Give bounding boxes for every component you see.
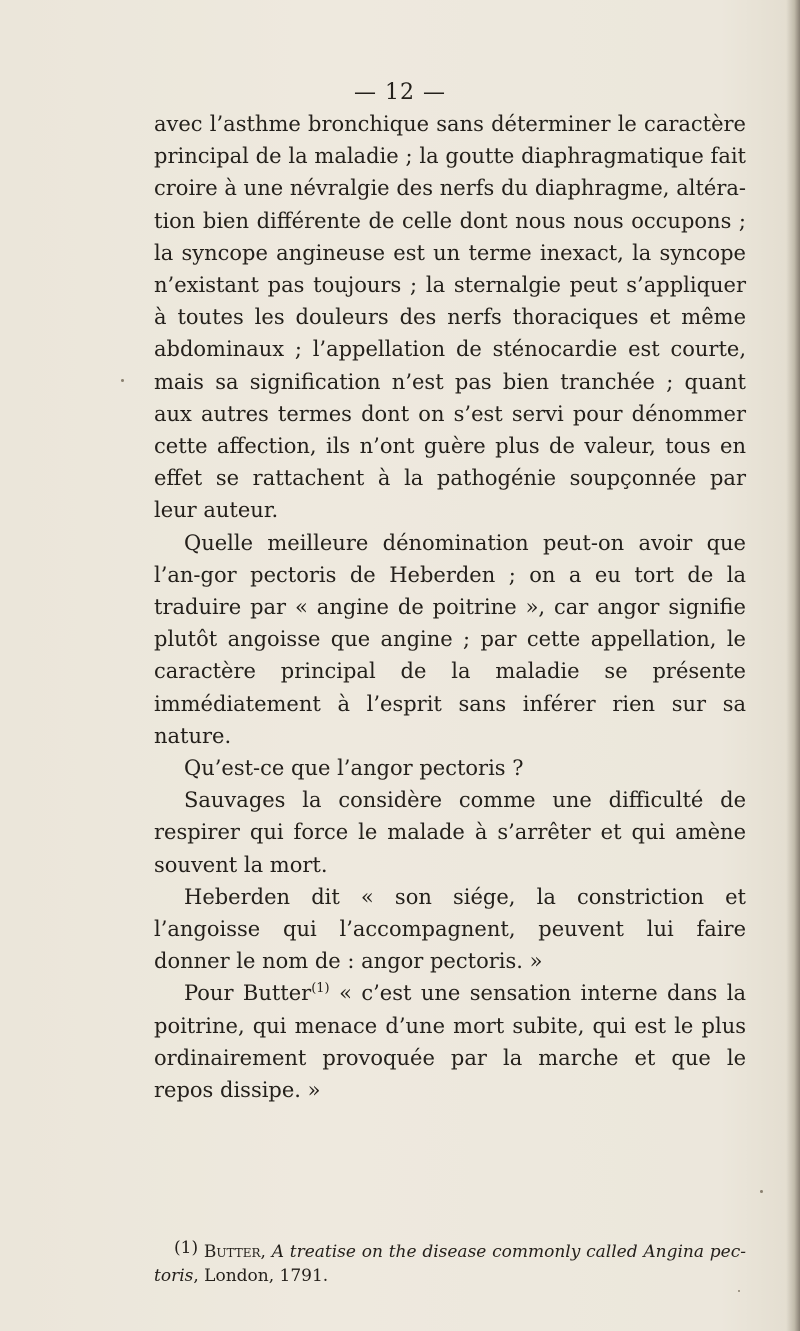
- body-text: [154, 108, 746, 1106]
- page-number: — 12 —: [354, 80, 446, 105]
- footnote-reference: (1): [311, 981, 330, 997]
- page-edge-shadow: [786, 0, 800, 1331]
- paper-speck: [121, 379, 124, 382]
- footnote-title: A treatise on the disease commonly called Angina pec-toris: [154, 1242, 746, 1286]
- footnote-marker: (1): [174, 1238, 199, 1258]
- footnote-author: Butter: [203, 1242, 261, 1262]
- paragraph-5: Heberden dit « son siége, la constriction et l’angoisse qui l’accompagnent, peuvent lui faire donner le nom de : angor pectoris. »: [154, 884, 746, 974]
- paper-speck: [738, 1290, 740, 1292]
- footnote-1: (1) Butter, A treatise on the disease commonly called Angina pec-toris, London, 1791.: [154, 1238, 746, 1286]
- butter-intro: Pour Butter: [184, 981, 312, 1006]
- paragraph-4: Sauvages la considère comme une difficulté de respirer qui force le malade à s’arrêter et qui amène souvent la mort.: [154, 788, 746, 877]
- paragraph-2: Quelle meilleure dénomination peut-on avoir que l’an-gor pectoris de Heberden ; on a eu tort de la traduire par « angine de poitrine », car angor signifie plutôt angoisse que angine ; par cette appellation, le caractère principal de la maladie se présente immédiatement à l’esprit sans inférer rien sur sa nature.: [154, 530, 746, 748]
- footnote-area: [154, 1236, 746, 1288]
- paper-speck: [760, 1190, 763, 1193]
- paragraph-3: Qu’est-ce que l’angor pectoris ?: [184, 756, 524, 781]
- paragraph-6: [154, 977, 746, 1106]
- butter-quote: « c’est une sensation interne dans la poitrine, qui menace d’une mort subite, qui est le plus ordinairement provoquée par la marche et que le repos dissipe. »: [154, 981, 746, 1103]
- footnote-place-year: , London, 1791.: [193, 1266, 329, 1286]
- paragraph-1: avec l’asthme bronchique sans déterminer le caractère principal de la maladie ; la goutte diaphragmatique fait croire à une névralgie des nerfs du diaphragme, altéra-tion bien différente de celle dont nous nous occupons ; la syncope angineuse est un terme inexact, la syncope n’existant pas toujours ; la sternalgie peut s’appliquer à toutes les douleurs des nerfs thoraciques et même abdominaux ; l’appellation de sténocardie est courte, mais sa signification n’est pas bien tranchée ; quant aux autres termes dont on s’est servi pour dénommer cette affection, ils n’ont guère plus de valeur, tous en effet se rattachent à la pathogénie soupçonnée par leur auteur.: [154, 112, 746, 523]
